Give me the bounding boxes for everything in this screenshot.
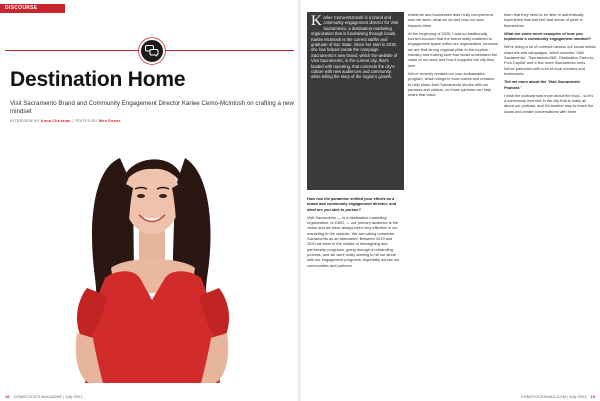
byline: INTERVIEW BY Anna Christian │ EDITED BY Wes Deans [10,119,121,123]
folio-right [521,394,595,399]
col3-para-2: We're doing a lot of outreach across our social media channels and campaigns, which includes 'Visit Sacramento', 'Sacramento365', Destination Farm-to-Fork Capital' and a few more Sacramento ones. We've partnered with a lot of local creators and businesses. [504,44,596,76]
col3-para-3: I wish the podcast was more about the food... so it's a community exercise in the city that is really all about our podcast, and it's another way to reach the locals and create conversations with them. [504,92,594,114]
col2-para-1: residents and businesses didn't fully comprehend who we were, what we do and how our work impacts them. [408,12,493,28]
article-column-1 [307,196,401,271]
intro-body: arlee Cemo-McIntosh is a brand and community engagement director for Visit Sacramento, a destination-marketing organization that is fundraising through locals. Karlee McIntosh is the current staffer and graduate of Sac State. Since her start in 2016, she has helped create the campaign Sacramento's new brand, which the website of Visit Sacramento, in the current city, that's loaded with reporting, that connects the city's culture with new audiences and community, while telling the story of the region's growth. [311,15,399,80]
editor-name: Wes Deans [98,119,121,123]
page-number-left: 18 [5,394,10,399]
dek: Visit Sacramento Brand and Community Engagement Director Karlee Cemo-McIntosh on crafting a new mindset [10,100,294,115]
question-3: Tell me more about the 'Visit Sacramento Podcast.' [504,79,580,90]
intro-text [311,15,402,80]
answer-1: Visit Sacramento — is a destination marketing organization, or DMO, — our primary audience is the visitor and we have always been very effective in our marketing to the outsider. We are calling ourselves Sacramento as an alternative. Between 2019 and 2020 we were in the middle of reimagining and partnership programs, going through a rebranding process, and we were really starting to hit our stride with our engagement programs, especially across our communities and partners. [307,214,400,268]
folio-right-text: COMSTOCKSMAG.COM | July 2021 [520,394,587,399]
interview-label: INTERVIEW BY [10,119,40,123]
article-column-3 [504,12,596,117]
col3-para-1: learn that they need to be able to authentically experience that and feel that sense of pride in themselves. [504,12,584,28]
article-column-2 [408,12,498,100]
chat-bubbles-icon [139,38,165,64]
interviewer-name: Anna Christian [40,119,71,123]
page-number-right: 19 [590,394,595,399]
col2-para-2: At the beginning of 2020, I was so traditionally tourism-focused that the brand really mattered to engagement space within our organization, because we are that strong regional pillar to the tourism industry and making sure that locals understand the value of our work and how it supports the city they love. [408,30,498,68]
question-1: How has the pandemic shifted your efforts as a brand and community engagement director, and what are you able to pursue? [307,196,397,212]
folio-left [5,394,82,399]
edited-label: EDITED BY [75,119,98,123]
left-page [0,0,299,401]
col2-para-3: We've recently created our own ambassador program, which brings in local voices and creators to help share their Sacramento stories with our partners and visitors, so those partners can help share that voice. [408,70,495,98]
question-2: What are some more examples of how you implement a community engagement mindset? [504,30,591,42]
drop-cap: K [311,13,322,29]
folio-left-text: COMSTOCK'S MAGAZINE | July 2021 [13,394,83,399]
section-tag: DISCOURSE [0,4,65,13]
headline: Destination Home [10,68,186,91]
right-page [301,0,600,401]
